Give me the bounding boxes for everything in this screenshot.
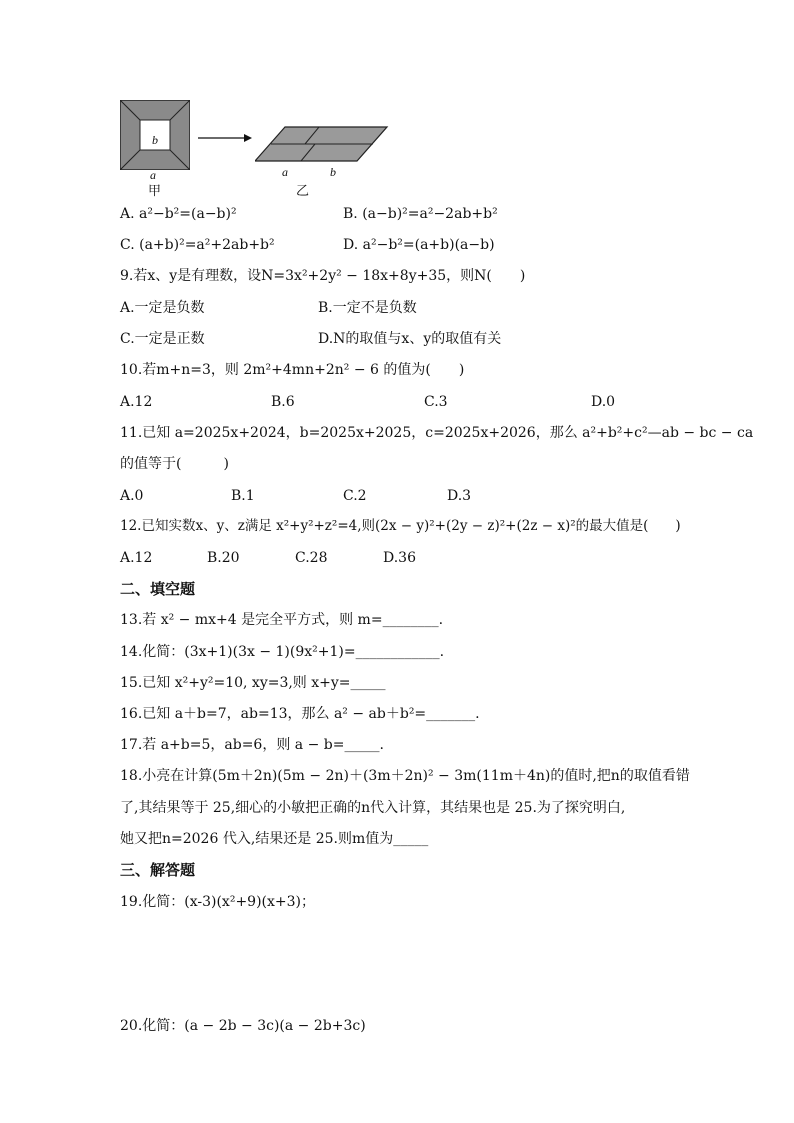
q9-option-d: D.N的取值与x、y的取值有关 xyxy=(318,331,502,347)
q11-option-a: A.0 xyxy=(120,488,144,504)
q18-line2: 了,其结果等于 25,细心的小敏把正确的n代入计算，其结果也是 25.为了探究明白, xyxy=(120,800,626,816)
section-answer-heading: 三、解答题 xyxy=(120,861,196,879)
parallelogram-diagram xyxy=(255,125,390,165)
label-b-inner: b xyxy=(152,133,158,147)
q11-option-c: C.2 xyxy=(343,488,367,504)
figure-parallelogram-yi xyxy=(255,125,390,165)
label-a-bottom: a xyxy=(150,168,156,182)
caption-jia: 甲 xyxy=(148,184,162,199)
q12-option-d: D.36 xyxy=(383,550,416,566)
q12-option-b: B.20 xyxy=(207,550,240,566)
q10-option-b: B.6 xyxy=(271,394,295,410)
q8-option-d: D. a²−b²=(a+b)(a−b) xyxy=(343,237,495,253)
label-a-right: a xyxy=(282,165,288,179)
q17: 17.若 a+b=5，ab=6，则 a − b=_____. xyxy=(120,737,384,753)
q11-stem-line2: 的值等于( ) xyxy=(120,456,229,472)
q10-option-a: A.12 xyxy=(120,394,153,410)
q10-option-c: C.3 xyxy=(424,394,448,410)
q19: 19.化简：(x-3)(x²+9)(x+3)； xyxy=(120,894,316,910)
caption-yi: 乙 xyxy=(296,184,310,199)
q12-option-a: A.12 xyxy=(120,550,153,566)
q16: 16.已知 a＋b=7，ab=13，那么 a² − ab＋b²=_______. xyxy=(120,706,480,722)
arrow-icon xyxy=(198,130,253,144)
q11-option-b: B.1 xyxy=(231,488,255,504)
q9-option-a: A.一定是负数 xyxy=(120,300,205,316)
q18-line3: 她又把n=2026 代入,结果还是 25.则m值为_____ xyxy=(120,831,429,847)
q8-option-b: B. (a−b)²=a²−2ab+b² xyxy=(343,206,498,222)
q14: 14.化简：(3x+1)(3x − 1)(9x²+1)=____________. xyxy=(120,644,445,660)
q8-option-a: A. a²−b²=(a−b)² xyxy=(120,206,237,222)
q12-stem: 12.已知实数x、y、z满足 x²+y²+z²=4,则(2x − y)²+(2y − z)²+(2z − x)²的最大值是( ) xyxy=(120,518,681,534)
q9-option-b: B.一定不是负数 xyxy=(318,300,417,316)
q9-option-c: C.一定是正数 xyxy=(120,331,205,347)
q12-option-c: C.28 xyxy=(295,550,328,566)
q15: 15.已知 x²+y²=10, xy=3,则 x+y=_____ xyxy=(120,675,386,691)
q10-option-d: D.0 xyxy=(591,394,616,410)
q10-stem: 10.若m+n=3，则 2m²+4mn+2n² − 6 的值为( ) xyxy=(120,362,465,378)
q11-stem-line1: 11.已知 a=2025x+2024，b=2025x+2025，c=2025x+2026，那么 a²+b²+c²—ab − bc − ca xyxy=(120,425,754,441)
q13: 13.若 x² − mx+4 是完全平方式，则 m=________. xyxy=(120,612,444,628)
label-b-right: b xyxy=(330,165,336,179)
q18-line1: 18.小亮在计算(5m＋2n)(5m − 2n)＋(3m＋2n)² − 3m(11m＋4n)的值时,把n的取值看错 xyxy=(120,768,690,784)
q11-option-d: D.3 xyxy=(447,488,472,504)
q8-option-c: C. (a+b)²=a²+2ab+b² xyxy=(120,237,275,253)
q9-stem: 9.若x、y是有理数，设N=3x²+2y² − 18x+8y+35，则N( ) xyxy=(120,268,526,284)
q20: 20.化简：(a − 2b − 3c)(a − 2b+3c) xyxy=(120,1018,366,1034)
section-fill-in-heading: 二、填空题 xyxy=(120,580,196,598)
